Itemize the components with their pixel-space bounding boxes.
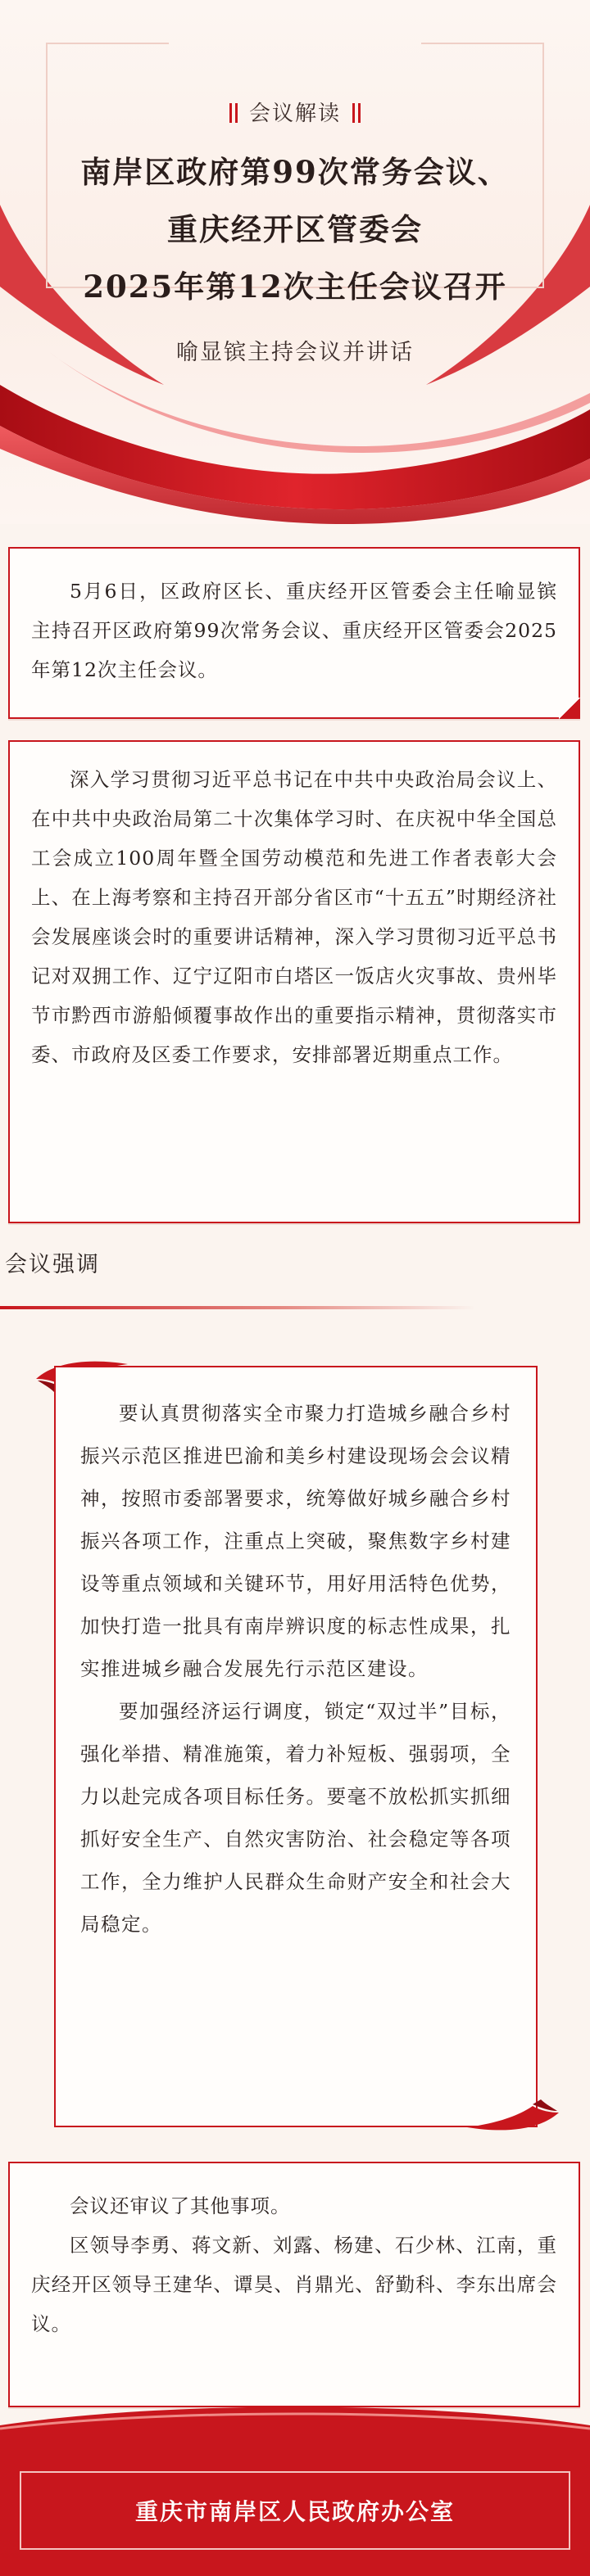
- title-line-1: 南岸区政府第99次常务会议、: [80, 154, 510, 190]
- footer: [0, 2425, 590, 2576]
- study-text: 深入学习贯彻习近平总书记在中共中央政治局会议上、在中共中央政治局第二十次集体学习时、在庆祝中华全国总工会成立100周年暨全国劳动模范和先进工作者表彰大会上、在上海考察和主持召开部分省区市“十五五”时期经济社会发展座谈会时的重要讲话精神，深入学习贯彻习近平总书记对双拥工作、辽宁辽阳市白塔区一饭店火灾事故、贵州毕节市黔西市游船倾覆事故作出的重要指示精神，贯彻落实市委、市政府及区委工作要求，安排部署近期重点工作。: [31, 768, 557, 1066]
- emphasis-paragraph-1: 要认真贯彻落实全市聚力打造城乡融合乡村振兴示范区推进巴渝和美乡村建设现场会会议精神，按照市委部署要求，统筹做好城乡融合乡村振兴各项工作，注重点上突破，聚焦数字乡村建设等重点领域和关键环节，用好用活特色优势，加快打造一批具有南岸辨识度的标志性成果，扎实推进城乡融合发展先行示范区建设。: [80, 1402, 511, 1680]
- closing-card: [8, 2162, 580, 2407]
- title-line-3: 2025年第12次主任会议召开: [83, 269, 507, 305]
- section-title: 会议强调: [5, 1252, 100, 1277]
- title-line-2: 重庆经开区管委会: [167, 211, 423, 247]
- article-tag: [0, 97, 590, 127]
- emphasis-section: [0, 1333, 590, 2153]
- closing-paragraph-2: 区领导李勇、蒋文新、刘露、杨建、石少林、江南，重庆经开区领导王建华、谭昊、肖鼎光、舒勤科、李东出席会议。: [31, 2234, 557, 2335]
- intro-card: [8, 547, 580, 719]
- intro-text: 5月6日，区政府区长、重庆经开区管委会主任喻显镔主持召开区政府第99次常务会议、重庆经开区管委会2025年第12次主任会议。: [31, 580, 557, 681]
- study-card: [8, 740, 580, 1223]
- footer-wave-decoration: [0, 2393, 590, 2442]
- ribbon-flag-icon-bottom: [459, 2095, 565, 2144]
- emphasis-card: [54, 1366, 538, 2127]
- closing-paragraph-1: 会议还审议了其他事项。: [70, 2194, 291, 2217]
- card-corner-fold-icon: [559, 698, 580, 719]
- emphasis-paragraph-2: 要加强经济运行调度，锁定“双过半”目标，强化举措、精准施策，着力补短板、强弱项，全力以赴完成各项目标任务。要毫不放松抓实抓细抓好安全生产、自然灾害防治、社会稳定等各项工作，全力维护人民群众生命财产安全和社会大局稳定。: [80, 1700, 511, 1936]
- footer-text: 重庆市南岸区人民政府办公室: [134, 2498, 455, 2525]
- tag-bars-right-icon: [352, 103, 361, 123]
- tag-bars-left-icon: [229, 103, 238, 123]
- footer-box: [20, 2471, 570, 2550]
- section-divider: [0, 1306, 475, 1309]
- subtitle: 喻显镔主持会议并讲话: [176, 340, 414, 365]
- header-banner: [0, 0, 590, 524]
- tag-label: 会议解读: [248, 102, 341, 126]
